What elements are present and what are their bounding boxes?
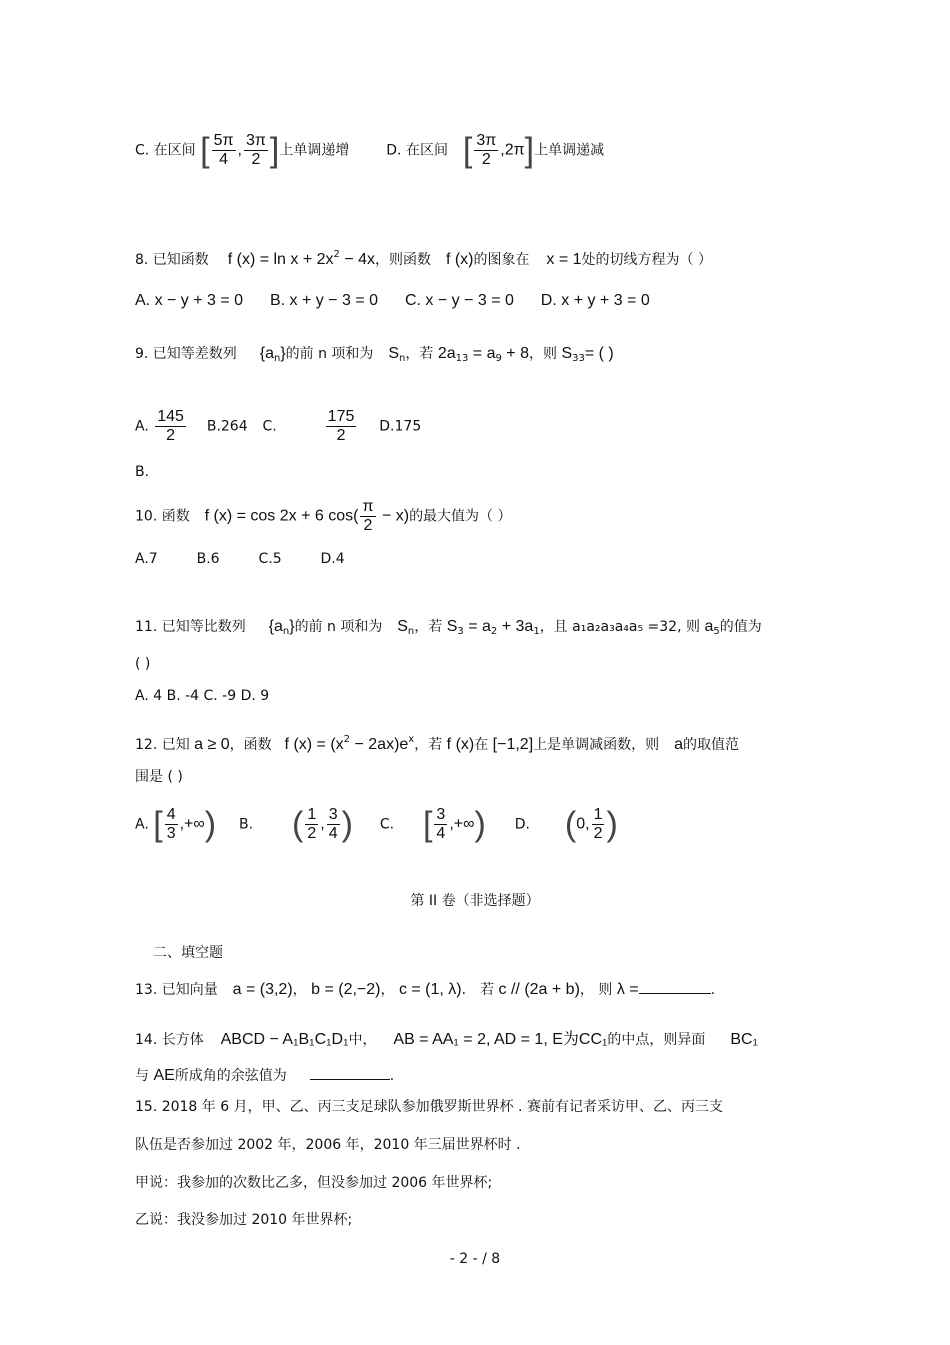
- q8-options: [135, 291, 650, 311]
- q8-stem: 8. 已知函数 f $(x) = \ln x + 2x^2 - 4x$，则函数 f (x)的图象在 x = 1处的切线方程为（ ）: [135, 249, 712, 268]
- bracket-left: [: [462, 131, 473, 170]
- q10-options: A.7 B.6 C.5 D.4: [135, 551, 345, 567]
- q13-answer-blank[interactable]: [639, 993, 711, 994]
- q8-function: f (x) = ln x + 2x: [227, 251, 334, 268]
- page-number: - 2 - / 8: [449, 1251, 501, 1267]
- bracket-left: [: [200, 131, 210, 170]
- q14-stem: 14. 长方体 ABCD − A₁B₁C₁D₁中， AB = AA₁ = 2, AD = 1, E为CC₁的中点，则异面 BC₁: [135, 1031, 758, 1048]
- q7-options: C. 在区间 [ $\frac{5\pi}{4}$ , $\frac{3\pi}{2}$ ]上单调递增 D. 在区间 [ $\frac{3\pi}{2}$ ,2π]上单调递减: [135, 131, 605, 170]
- q7-optD-prefix: D. 在区间: [386, 142, 448, 159]
- section-title: 第 II 卷（非选择题）: [410, 893, 540, 909]
- q9-option-b: B.264: [206, 418, 248, 435]
- q8-option-c: C. x − y − 3 = 0: [404, 292, 514, 309]
- q7-optC-suffix: 上单调递增: [279, 142, 350, 159]
- q13-stem: 13. 已知向量 a = (3,2)， b = (2,−2)， c = (1, λ)． 若 c // (2a + b)， 则 λ = .: [135, 981, 716, 998]
- section-fill-blank: 二、填空题: [153, 945, 223, 961]
- q15-line-4: 乙说：我没参加过 2010 年世界杯;: [135, 1212, 353, 1228]
- q9-answer: B.: [135, 464, 150, 480]
- q11-paren: ( ): [135, 656, 151, 672]
- q8-option-d: D. x + y + 3 = 0: [540, 292, 650, 309]
- q14-answer-blank[interactable]: [310, 1079, 390, 1080]
- q7-optC-hi: $\frac{3\pi}{2}$: [245, 132, 266, 168]
- q9-optA-frac: $\frac{145}{2}$: [157, 408, 184, 444]
- q7-optC-lo: $\frac{5\pi}{4}$: [213, 132, 234, 168]
- q10-function: f (x) = cos 2x + 6 cos(: [204, 507, 359, 525]
- q15-line-1: 15. 2018 年 6 月，甲、乙、丙三支足球队参加俄罗斯世界杯 . 赛前有记者采访甲、乙、丙三支: [135, 1099, 723, 1115]
- q11-options: A. 4 B. -4 C. -9 D. 9: [135, 688, 270, 704]
- q9-optC-frac: $\frac{175}{2}$: [327, 408, 355, 444]
- q12-stem: 12. 已知 a ≥ 0，函数 f $(x) = (x^2 - 2ax)e^x$，若 f (x)在 [−1,2]上是单调减函数，则 a的取值范: [135, 734, 739, 753]
- q9-option-d: D.175: [379, 418, 422, 435]
- q15-line-3: 甲说：我参加的次数比乙多，但没参加过 2006 年世界杯;: [135, 1175, 493, 1191]
- q9-options: A. $\frac{145}{2}$ B.264 C. $\frac{175}{2}$ D.175: [135, 408, 422, 444]
- q7-optC-prefix: C. 在区间: [135, 142, 196, 159]
- q12-stem-2: 围是 ( ): [135, 769, 183, 785]
- bracket-right: ]: [524, 131, 535, 170]
- q14-stem-2: 与 AE所成角的余弦值为 .: [135, 1067, 395, 1084]
- q8-option-b: B. x + y − 3 = 0: [269, 292, 379, 309]
- q9-stem: 9. 已知等差数列 $\{a_n\}$的前 n 项和为 $S_n$，若 $2a_{13} = a_9 + 8$，则 $S_{33}=$ ( ): [135, 345, 614, 364]
- q10-stem: 10. 函数 f (x) = cos 2x + 6 cos( $\frac{\pi}{2}$ − x)的最大值为（ ）: [135, 498, 512, 534]
- bracket-right: ]: [269, 131, 280, 170]
- q7-optD-lo: $\frac{3\pi}{2}$: [476, 132, 497, 168]
- q12-options: A. [ $\frac{4}{3}$ ,+∞) B. ( $\frac{1}{2}$ , $\frac{3}{4}$ ) C. [ $\frac{3}{4}$ ,+∞) D. (0, $\frac{1}{2}$ ): [135, 805, 618, 844]
- q7-optD-suffix: 上单调递减: [534, 142, 605, 159]
- q8-option-a: A. x − y + 3 = 0: [135, 292, 244, 309]
- q11-stem: 11. 已知等比数列 $\{a_n\}$的前 n 项和为 $S_n$，若 $S_3 = a_2 + 3a_1$，且 a₁a₂a₃a₄a₅ =32, 则 $a_5$的值为: [135, 618, 762, 637]
- q7-optD-hi: ,2π: [500, 141, 525, 159]
- q15-line-2: 队伍是否参加过 2002 年，2006 年，2010 年三届世界杯时 .: [135, 1137, 521, 1153]
